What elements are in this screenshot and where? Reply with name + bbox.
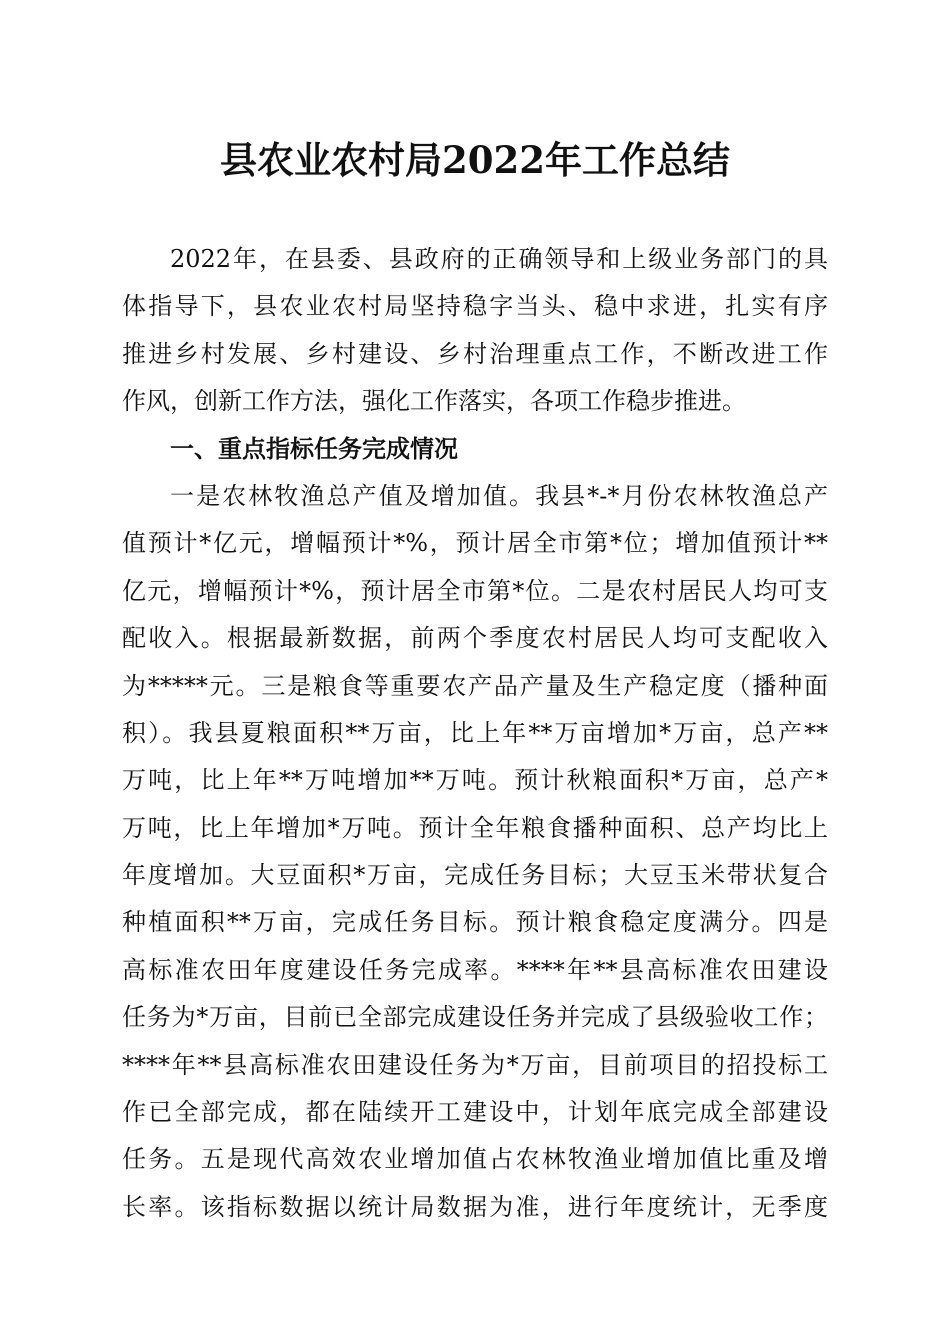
paragraph-line: 任务为*万亩，目前已全部完成建设任务并完成了县级验收工作； bbox=[122, 1003, 828, 1032]
paragraph-line: 年度增加。大豆面积*万亩，完成任务目标；大豆玉米带状复合 bbox=[122, 861, 828, 890]
paragraph-line: 万吨，比上年增加*万吨。预计全年粮食播种面积、总产均比上 bbox=[122, 813, 828, 842]
document-body bbox=[122, 236, 828, 1231]
paragraph-line: 一是农林牧渔总产值及增加值。我县*-*月份农林牧渔总产 bbox=[170, 481, 828, 510]
paragraph-line: 作风，创新工作方法，强化工作落实，各项工作稳步推进。 bbox=[122, 387, 746, 416]
paragraph-line: 值预计*亿元，增幅预计*%，预计居全市第*位；增加值预计** bbox=[122, 529, 828, 558]
paragraph-line: 积）。我县夏粮面积**万亩，比上年**万亩增加*万亩，总产** bbox=[122, 718, 828, 747]
paragraph-line: 2022年，在县委、县政府的正确领导和上级业务部门的具 bbox=[170, 245, 828, 273]
paragraph-line: 体指导下，县农业农村局坚持稳字当头、稳中求进，扎实有序 bbox=[122, 292, 828, 321]
section-heading: 一、重点指标任务完成情况 bbox=[170, 434, 458, 463]
paragraph-line: 推进乡村发展、乡村建设、乡村治理重点工作，不断改进工作 bbox=[122, 339, 828, 368]
paragraph-line: 任务。五是现代高效农业增加值占农林牧渔业增加值比重及增 bbox=[122, 1145, 828, 1174]
paragraph-line: 长率。该指标数据以统计局数据为准，进行年度统计，无季度 bbox=[122, 1192, 828, 1221]
paragraph-line: 高标准农田年度建设任务完成率。****年**县高标准农田建设 bbox=[122, 955, 828, 984]
paragraph-line: 配收入。根据最新数据，前两个季度农村居民人均可支配收入 bbox=[122, 624, 828, 653]
paragraph-line: 作已全部完成，都在陆续开工建设中，计划年底完成全部建设 bbox=[122, 1098, 828, 1127]
paragraph-line: 亿元，增幅预计*%，预计居全市第*位。二是农村居民人均可支 bbox=[122, 576, 828, 605]
page-title: 县农业农村局2022年工作总结 bbox=[220, 138, 730, 182]
paragraph-line: ****年**县高标准农田建设任务为*万亩，目前项目的招投标工 bbox=[122, 1050, 828, 1079]
paragraph-line: 万吨，比上年**万吨增加**万吨。预计秋粮面积*万亩，总产* bbox=[122, 766, 828, 795]
paragraph-line: 为*****元。三是粮食等重要农产品产量及生产稳定度（播种面 bbox=[122, 671, 828, 700]
paragraph-line: 种植面积**万亩，完成任务目标。预计粮食稳定度满分。四是 bbox=[122, 908, 828, 937]
